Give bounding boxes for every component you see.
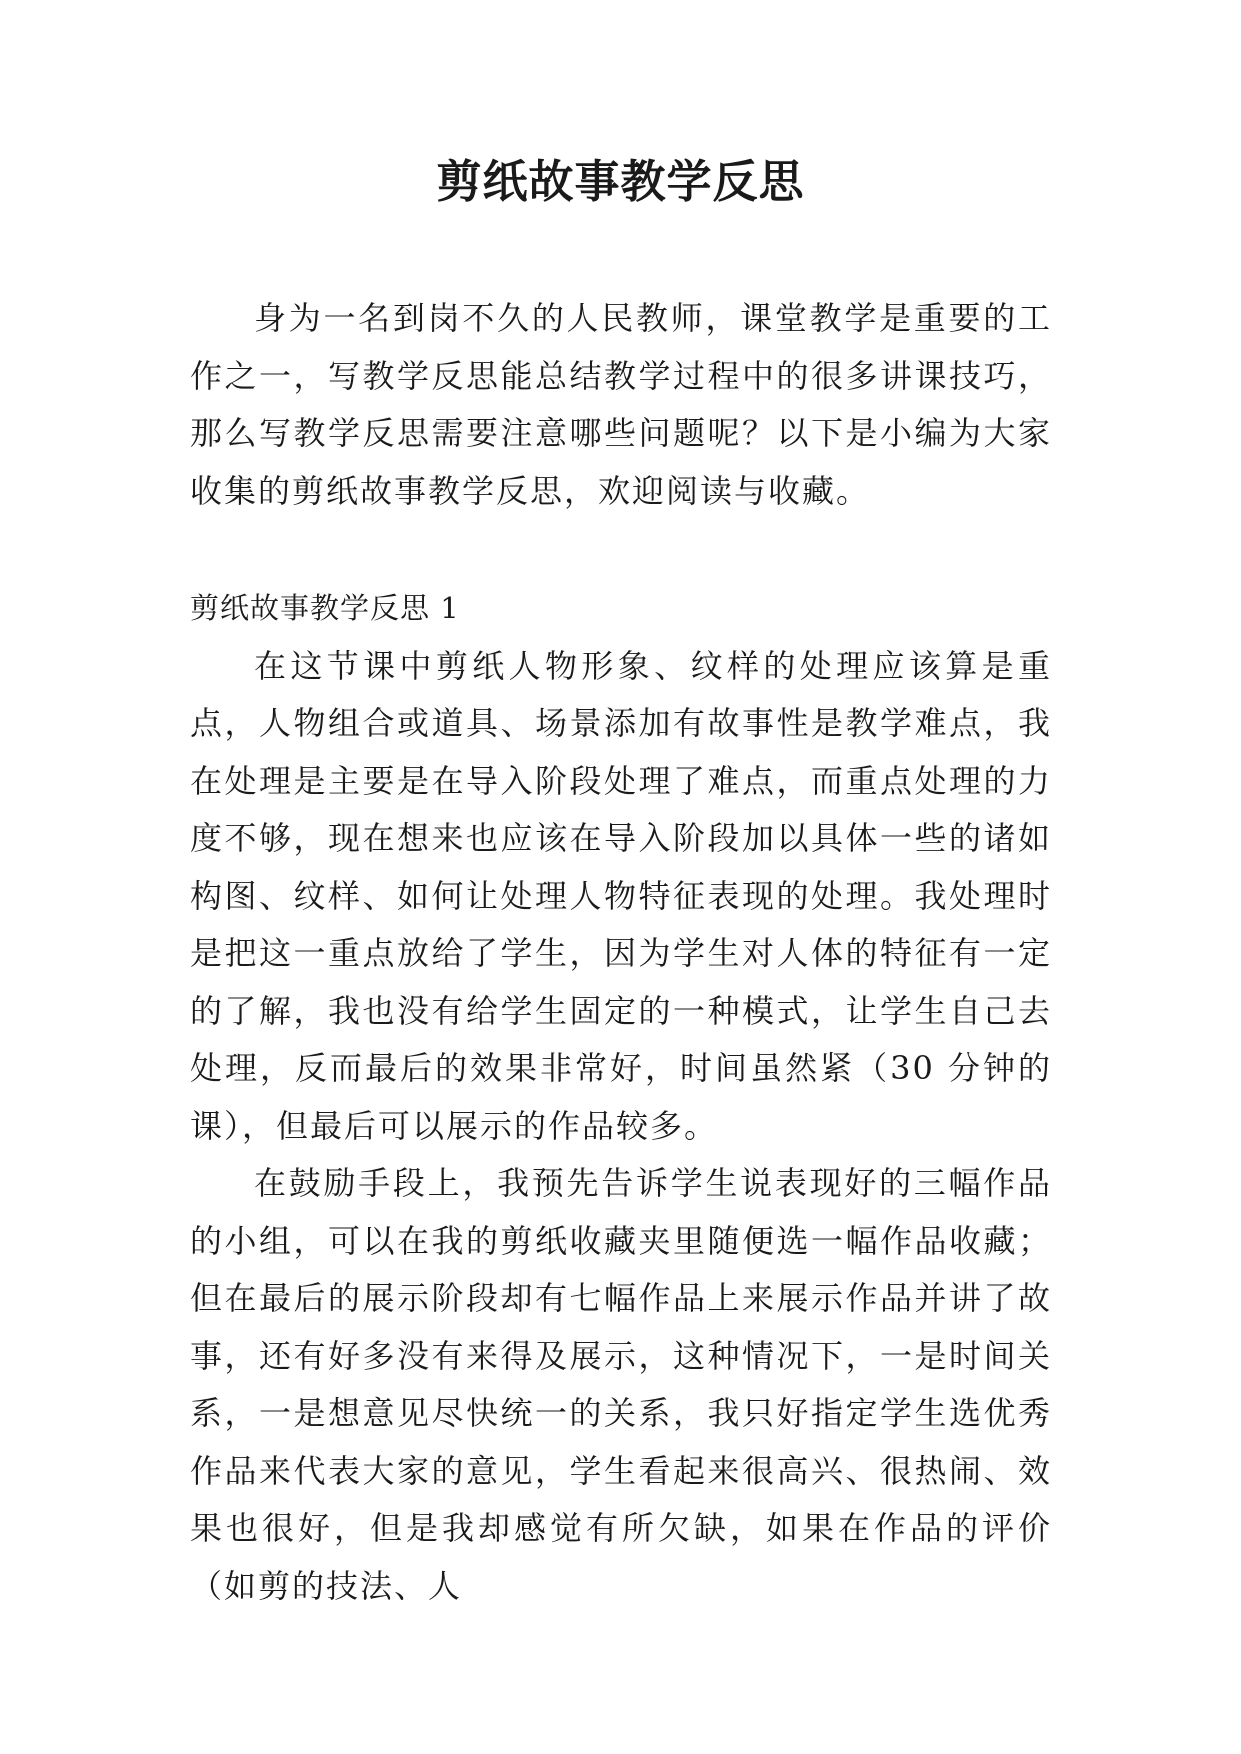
section-heading: 剪纸故事教学反思 1 (190, 591, 460, 625)
body-paragraph-1: 在这节课中剪纸人物形象、纹样的处理应该算是重点，人物组合或道具、场景添加有故事性是教学难点，我在处理是主要是在导入阶段处理了难点，而重点处理的力度不够，现在想来也应该在导入阶段加以具体一些的诸如构图、纹样、如何让处理人物特征表现的处理。我处理时是把这一重点放给了学生，因为学生对人体的特征有一定的了解，我也没有给学生固定的一种模式，让学生自己去处理，反而最后的效果非常好，时间虽然紧（30 分钟的课），但最后可以展示的作品较多。 (190, 646, 1052, 1145)
intro-paragraph: 身为一名到岗不久的人民教师，课堂教学是重要的工作之一，写教学反思能总结教学过程中的很多讲课技巧，那么写教学反思需要注意哪些问题呢？以下是小编为大家收集的剪纸故事教学反思，欢迎阅读与收藏。 (190, 299, 1052, 510)
document-body (190, 290, 1052, 1615)
document-title: 剪纸故事教学反思 (436, 155, 805, 208)
body-paragraph-2: 在鼓励手段上，我预先告诉学生说表现好的三幅作品的小组，可以在我的剪纸收藏夹里随便选一幅作品收藏；但在最后的展示阶段却有七幅作品上来展示作品并讲了故事，还有好多没有来得及展示，这种情况下，一是时间关系，一是想意见尽快统一的关系，我只好指定学生选优秀作品来代表大家的意见，学生看起来很高兴、很热闹、效果也很好，但是我却感觉有所欠缺，如果在作品的评价（如剪的技法、人 (190, 1164, 1052, 1605)
